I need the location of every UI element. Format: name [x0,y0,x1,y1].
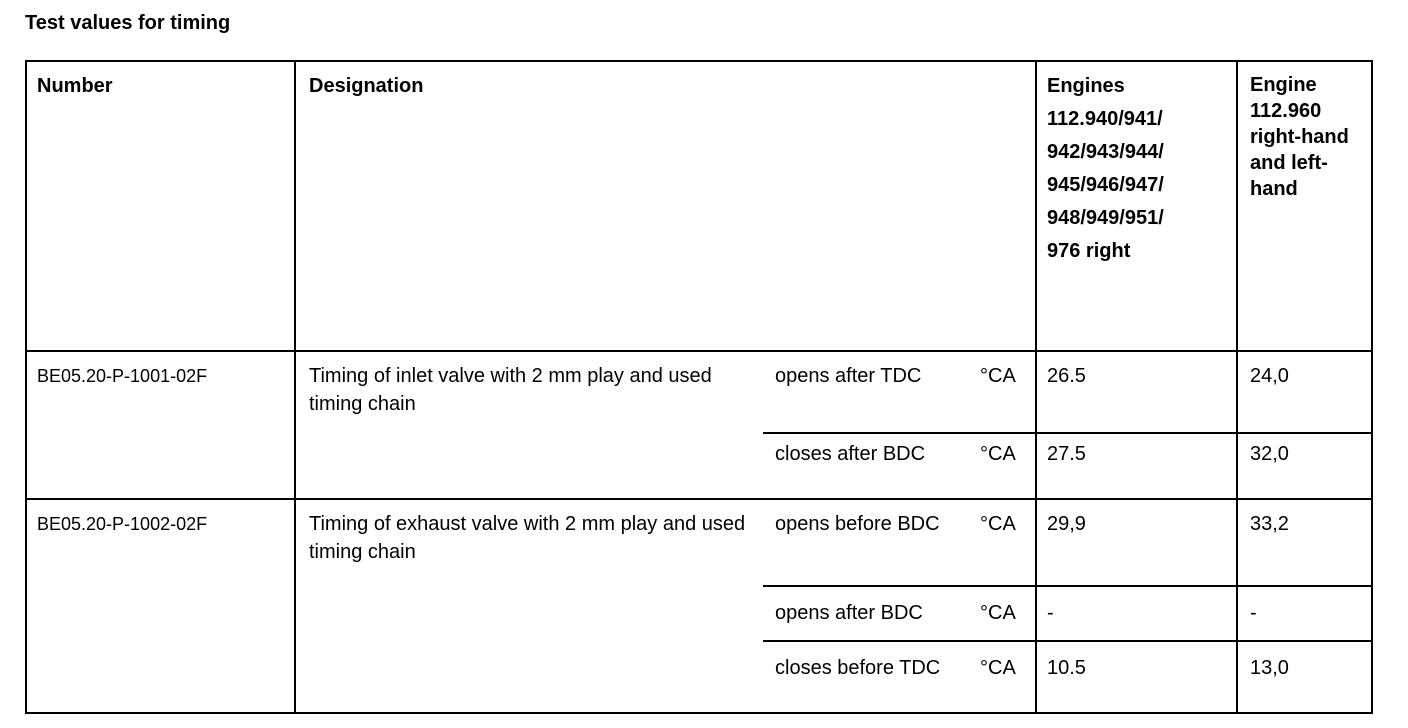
header-divider [25,350,1373,352]
header-engines-a: Engines 112.940/941/ 942/943/944/ 945/946/947/ 948/949/951/ 976 right [1047,75,1164,262]
value-engine-b: 33,2 [1250,513,1289,535]
event-label: opens after BDC [775,602,923,624]
value-engines-a: 10.5 [1047,657,1086,679]
unit-label: °CA [980,443,1016,465]
header-engine-b: Engine 112.960 right-hand and left-hand [1250,74,1349,200]
table-border-right [1371,60,1373,714]
value-engine-b: - [1250,602,1257,624]
subrow-divider [763,640,1373,642]
value-engines-a: - [1047,602,1054,624]
unit-label: °CA [980,602,1016,624]
subrow-divider [763,432,1373,434]
row-number: BE05.20-P-1001-02F [37,366,208,386]
table-border-top [25,60,1373,62]
row-designation: Timing of exhaust valve with 2 mm play and used timing chain [309,513,746,563]
unit-label: °CA [980,513,1016,535]
header-designation: Designation [309,75,424,97]
value-engine-b: 24,0 [1250,365,1289,387]
value-engines-a: 27.5 [1047,443,1086,465]
column-divider [294,60,296,714]
event-label: opens after TDC [775,365,922,387]
event-label: closes before TDC [775,657,941,679]
value-engine-b: 32,0 [1250,443,1289,465]
table-border-left [25,60,27,714]
row-number: BE05.20-P-1002-02F [37,514,208,534]
column-divider [1035,60,1037,714]
header-number: Number [37,75,113,97]
value-engines-a: 29,9 [1047,513,1086,535]
column-divider [1236,60,1238,714]
unit-label: °CA [980,365,1016,387]
row-designation: Timing of inlet valve with 2 mm play and used timing chain [309,365,712,415]
page-title: Test values for timing [25,12,231,34]
event-label: opens before BDC [775,513,940,535]
row-divider [25,498,1373,500]
subrow-divider [763,585,1373,587]
unit-label: °CA [980,657,1016,679]
value-engine-b: 13,0 [1250,657,1289,679]
value-engines-a: 26.5 [1047,365,1086,387]
table-border-bottom [25,712,1373,714]
event-label: closes after BDC [775,443,926,465]
